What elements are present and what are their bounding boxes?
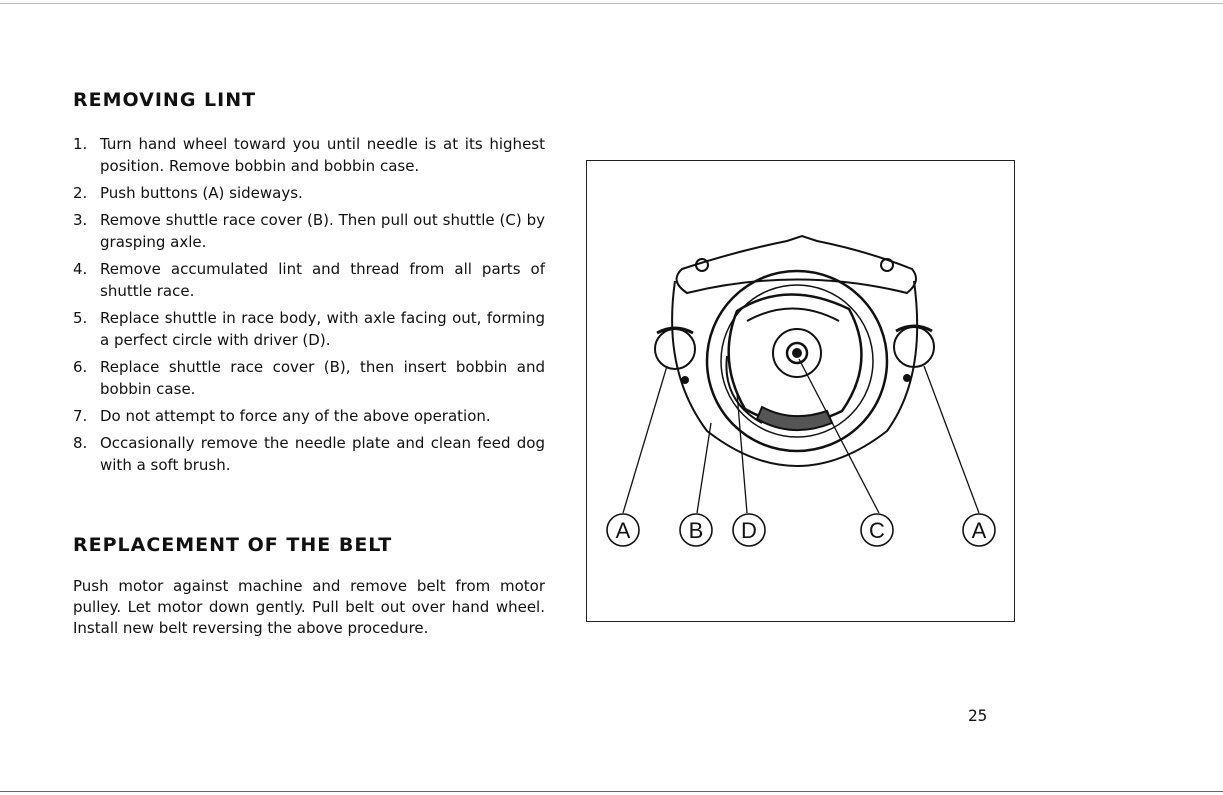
step-text: Replace shuttle in race body, with axle facing out, forming a perfect circle with driver (D). — [100, 309, 545, 349]
step-4 — [73, 258, 545, 302]
step-1 — [73, 133, 545, 177]
step-number: 3. — [73, 211, 88, 229]
callout-a-right: A — [971, 518, 987, 543]
callout-a-left: A — [615, 518, 631, 543]
page-number: 25 — [968, 706, 988, 725]
step-text: Do not attempt to force any of the above operation. — [100, 407, 491, 425]
step-number: 4. — [73, 260, 88, 278]
right-button-dot — [904, 375, 910, 381]
step-number: 5. — [73, 309, 88, 327]
left-button-dot — [682, 377, 688, 383]
step-5 — [73, 307, 545, 351]
step-text: Turn hand wheel toward you until needle is at its highest position. Remove bobbin and bobbin case. — [100, 135, 545, 175]
step-text: Remove shuttle race cover (B). Then pull out shuttle (C) by grasping axle. — [100, 211, 545, 251]
step-text: Replace shuttle race cover (B), then insert bobbin and bobbin case. — [100, 358, 545, 398]
leader-a-right — [924, 366, 979, 513]
top-rule — [0, 3, 1223, 4]
step-6 — [73, 356, 545, 400]
heading-removing-lint: REMOVING LINT — [73, 89, 257, 111]
heading-replacement-belt: REPLACEMENT OF THE BELT — [73, 534, 393, 556]
step-number: 2. — [73, 184, 88, 202]
step-number: 8. — [73, 434, 88, 452]
step-text: Push buttons (A) sideways. — [100, 184, 303, 202]
left-button — [655, 329, 695, 369]
belt-instructions: Push motor against machine and remove belt from motor pulley. Let motor down gently. Pull belt out over hand wheel. Install new belt reversing the above procedure. — [73, 577, 545, 637]
leader-b — [697, 423, 711, 513]
removing-lint-steps — [73, 133, 545, 481]
shuttle-race-figure — [586, 160, 1015, 622]
step-text: Remove accumulated lint and thread from all parts of shuttle race. — [100, 260, 545, 300]
step-number: 6. — [73, 358, 88, 376]
step-7 — [73, 405, 545, 427]
callout-b: B — [688, 518, 704, 543]
step-number: 1. — [73, 135, 88, 153]
shuttle-edge — [726, 356, 762, 423]
shuttle-race-illustration — [587, 161, 1016, 623]
driver — [757, 407, 832, 430]
step-2 — [73, 182, 545, 204]
axle-tip — [793, 349, 801, 357]
bottom-rule — [0, 791, 1223, 792]
shuttle-body — [729, 294, 862, 423]
callout-d: D — [741, 518, 757, 543]
step-8 — [73, 432, 545, 476]
callout-c: C — [869, 518, 885, 543]
step-text: Occasionally remove the needle plate and clean feed dog with a soft brush. — [100, 434, 545, 474]
leader-a-left — [623, 366, 667, 513]
step-3 — [73, 209, 545, 253]
shuttle-hook — [747, 309, 839, 322]
step-number: 7. — [73, 407, 88, 425]
